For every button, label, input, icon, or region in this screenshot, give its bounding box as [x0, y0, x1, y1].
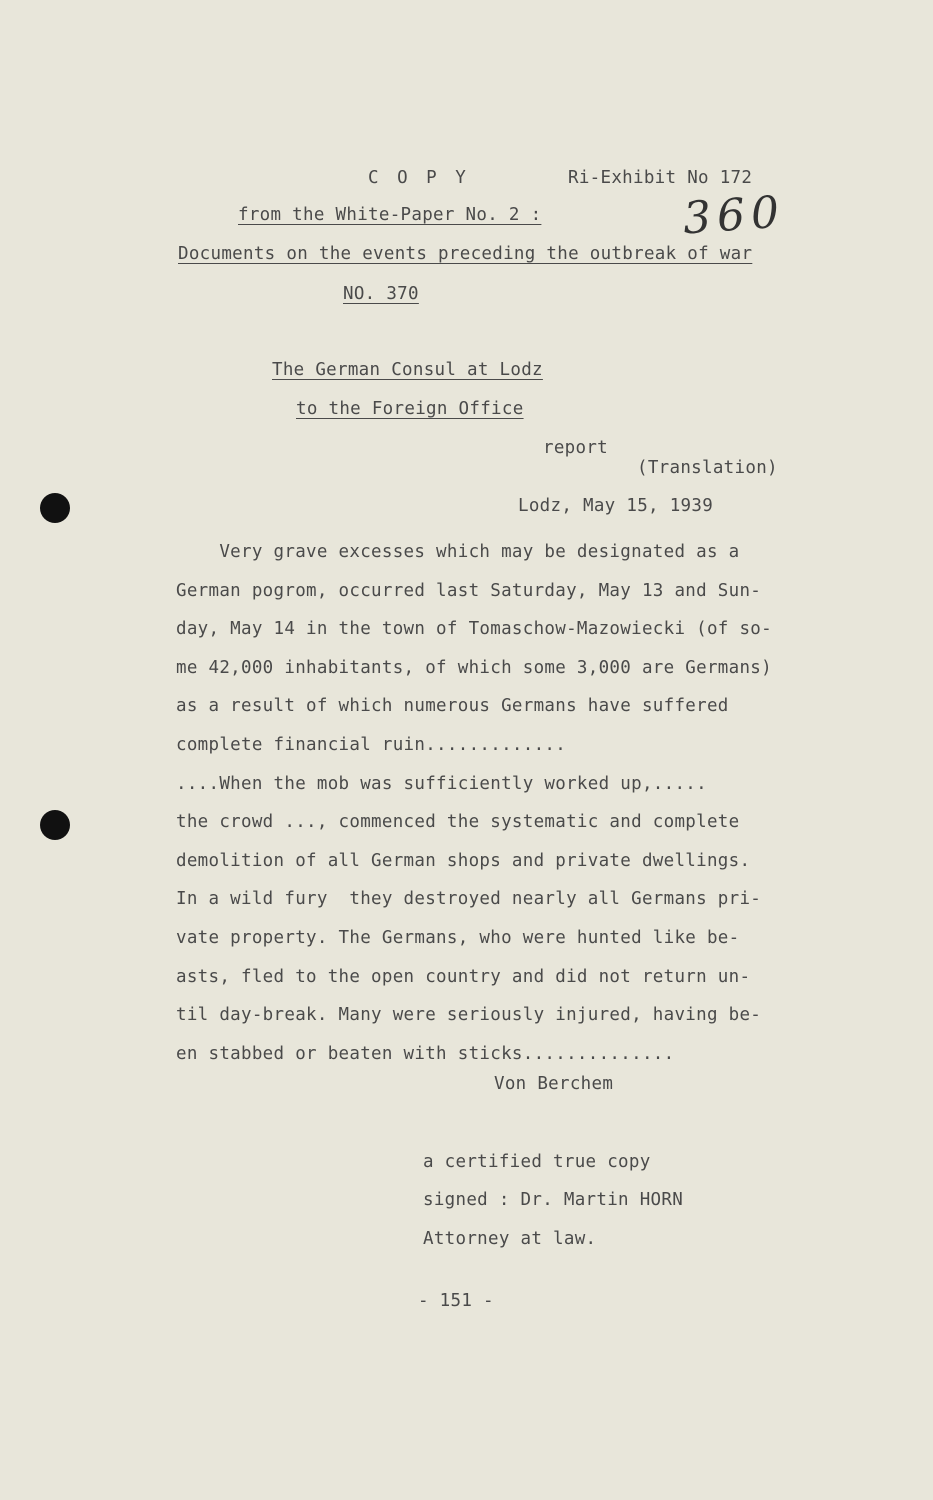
handwritten-number: 360	[681, 186, 787, 245]
source-line: from the White-Paper No. 2 :	[238, 205, 542, 225]
body-line: en stabbed or beaten with sticks..............	[176, 1043, 675, 1064]
body-line: demolition of all German shops and private dwellings.	[176, 850, 751, 871]
documents-line: Documents on the events preceding the outbreak of war	[178, 244, 753, 264]
translation-label: (Translation)	[637, 458, 778, 478]
certification-line-1: a certified true copy	[423, 1152, 651, 1172]
certification-line-3: Attorney at law.	[423, 1229, 597, 1249]
page-number: - 151 -	[418, 1291, 494, 1311]
body-line: Very grave excesses which may be designated as a	[176, 542, 740, 562]
signature-name: Von Berchem	[494, 1074, 614, 1094]
punch-hole-top	[40, 493, 70, 523]
body-line: complete financial ruin.............	[176, 734, 567, 755]
document-number: NO. 370	[343, 284, 419, 304]
title-line-2: to the Foreign Office	[296, 399, 524, 419]
report-body	[176, 533, 836, 1073]
report-label: report	[543, 438, 609, 458]
body-line: me 42,000 inhabitants, of which some 3,000 are Germans)	[176, 657, 772, 678]
body-line: as a result of which numerous Germans have suffered	[176, 696, 729, 717]
copy-label: C O P Y	[368, 168, 470, 188]
body-line: the crowd ..., commenced the systematic and complete	[176, 812, 740, 833]
body-line: ....When the mob was sufficiently worked up,.....	[176, 773, 707, 794]
body-line: In a wild fury they destroyed nearly all Germans pri-	[176, 889, 762, 910]
body-line: day, May 14 in the town of Tomaschow-Mazowiecki (of so-	[176, 619, 772, 640]
exhibit-number: Ri-Exhibit No 172	[568, 168, 753, 188]
body-line: German pogrom, occurred last Saturday, May 13 and Sun-	[176, 580, 762, 601]
place-date: Lodz, May 15, 1939	[518, 496, 714, 516]
body-line: til day-break. Many were seriously injured, having be-	[176, 1005, 762, 1026]
title-line-1: The German Consul at Lodz	[272, 360, 543, 380]
body-line: vate property. The Germans, who were hunted like be-	[176, 927, 740, 948]
certification-line-2: signed : Dr. Martin HORN	[423, 1190, 684, 1210]
body-line: asts, fled to the open country and did not return un-	[176, 966, 751, 987]
punch-hole-bottom	[40, 810, 70, 840]
